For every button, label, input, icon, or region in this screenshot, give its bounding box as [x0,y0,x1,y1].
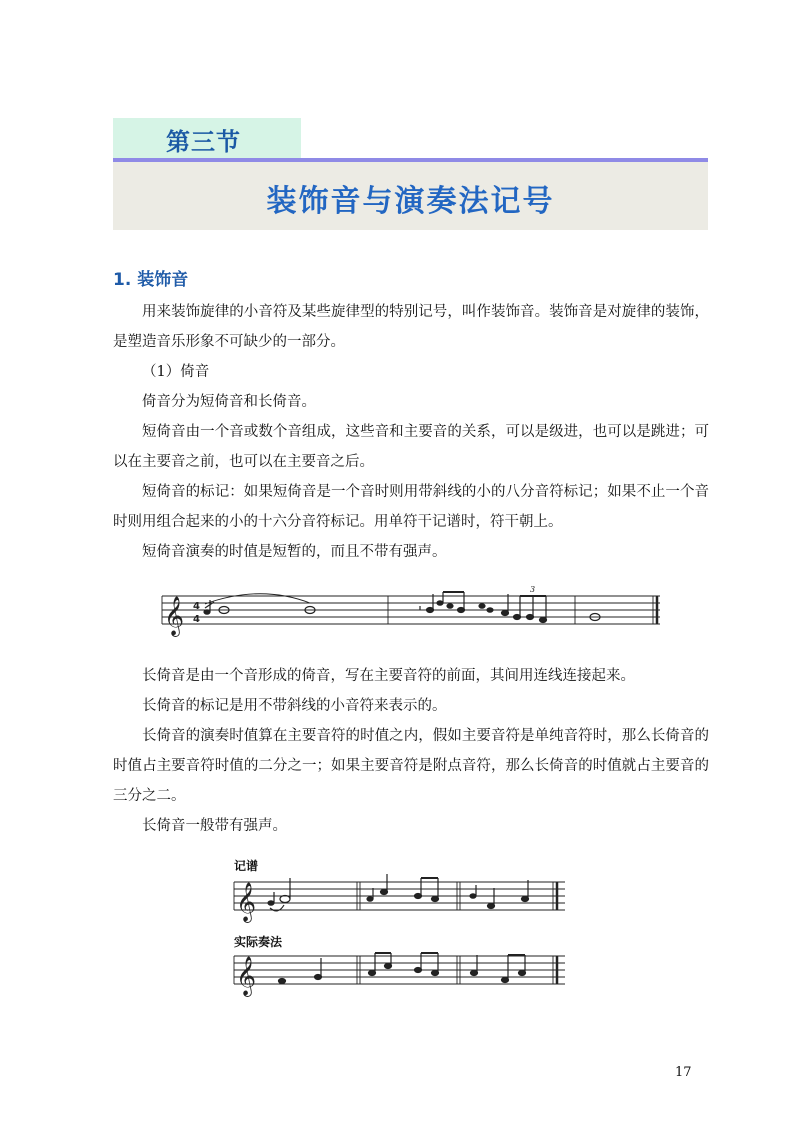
time-signature-bottom: 4 [193,614,200,625]
paragraph-long-duration: 长倚音的演奏时值算在主要音符的时值之内，假如主要音符是单纯音符时，那么长倚音的时值占主要音符时值的二分之一；如果主要音符是附点音符，那么长倚音的时值就占主要音的三分之二。 [113,728,709,804]
treble-clef-icon [236,882,256,923]
svg-text:𝄞: 𝄞 [236,882,257,922]
page-number: 17 [675,1065,692,1080]
time-signature-top: 4 [193,601,200,612]
label-notation: 记谱 [234,859,259,873]
section-number: 第三节 [166,128,241,156]
svg-text:𝄞: 𝄞 [164,596,185,636]
paragraph-short-definition: 短倚音由一个音或数个音组成，这些音和主要音的关系，可以是级进，也可以是跳进；可以在主要音之前，也可以在主要音之后。 [113,424,709,470]
paragraph-types: 倚音分为短倚音和长倚音。 [142,394,316,410]
subsection-heading: 1. 装饰音 [113,270,189,290]
svg-text:𝄞: 𝄞 [236,956,257,996]
section-title: 装饰音与演奏法记号 [266,184,555,219]
label-performance: 实际奏法 [234,935,283,949]
paragraph-intro: 用来装饰旋律的小音符及某些旋律型的特别记号，叫作装饰音。装饰音是对旋律的装饰，是塑造音乐形象不可缺少的一部分。 [113,304,709,350]
paragraph-long-accent: 长倚音一般带有强声。 [142,818,287,834]
tuplet-number: 3 [530,585,536,594]
paragraph-long-notation: 长倚音的标记是用不带斜线的小音符来表示的。 [142,698,447,714]
paragraph-long-definition: 长倚音是由一个音形成的倚音，写在主要音符的前面，其间用连线连接起来。 [142,668,635,684]
paragraph-appoggiatura-title: （1）倚音 [142,364,210,380]
paragraph-short-notation: 短倚音的标记：如果短倚音是一个音时则用带斜线的小的八分音符标记；如果不止一个音时则用组合起来的小的十六分音符标记。用单符干记谱时，符干朝上。 [113,484,709,530]
treble-clef-icon [236,956,256,997]
paragraph-short-duration: 短倚音演奏的时值是短暂的，而且不带有强声。 [142,544,447,560]
